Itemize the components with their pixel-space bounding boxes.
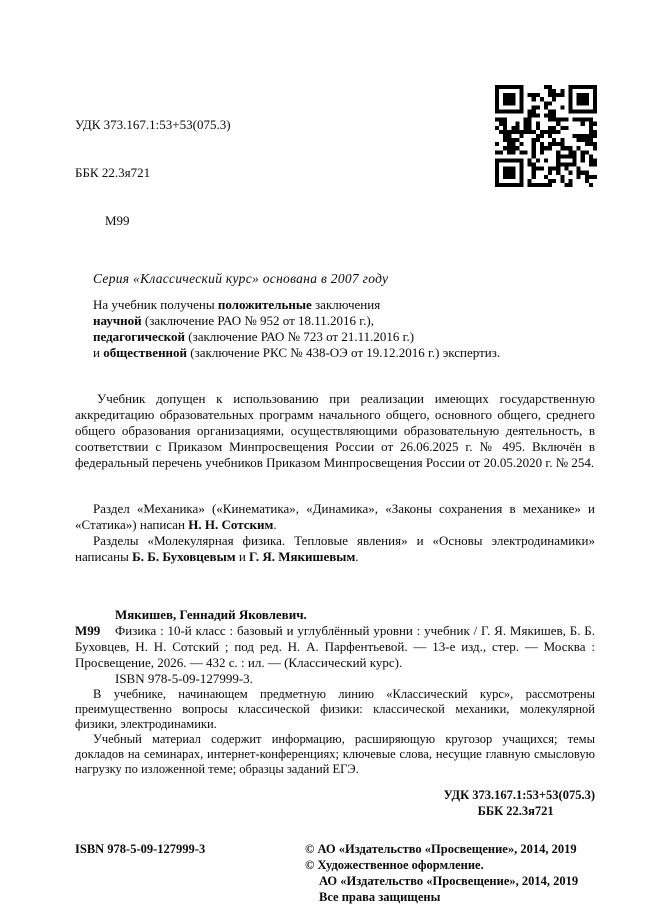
text-fragment: Раздел «Механика» («Кинематика», «Динамика», «Законы сохранения в механике» и «Статика») написан	[75, 501, 595, 532]
bbk-code-bottom: ББК 22.3я721	[477, 804, 554, 818]
text-fragment-bold: общественной	[103, 345, 188, 360]
series-note: Серия «Классический курс» основана в 2007 году	[93, 271, 389, 286]
text-fragment: .	[273, 517, 277, 532]
text-fragment: (заключение РАО № 952 от 18.11.2016 г.),	[141, 313, 374, 328]
bibliographic-codes-bottom	[444, 787, 595, 819]
copyright-line-4: Все права защищены	[319, 890, 441, 904]
authorship-paragraph-1	[75, 501, 595, 533]
footer	[75, 841, 595, 905]
text-fragment: .	[355, 549, 359, 564]
footer-isbn: ISBN 978-5-09-127999-3	[75, 842, 206, 856]
text-fragment-bold: педагогической	[93, 329, 185, 344]
text-fragment-bold: научной	[93, 313, 142, 328]
copyright-line-1: © АО «Издательство «Просвещение», 2014, 2019	[305, 842, 577, 856]
section-authorship	[75, 501, 595, 565]
text-fragment: На учебник получены	[93, 297, 218, 312]
text-fragment-bold: Н. Н. Сотским	[188, 517, 274, 532]
copyright-block	[305, 841, 578, 905]
admission-paragraph: Учебник допущен к использованию при реализации имеющих государственную аккредитацию образовательных программ начального общего, основного общего, среднего общего образования организациями, осуществляющими образовательную деятельность, в соответствии с Приказом Минпросвещения России от 26.06.2025 г. № 495. Включён в федеральный перечень учебников Приказом Минпросвещения России от 20.05.2020 г. № 254.	[75, 391, 595, 470]
udk-code: УДК 373.167.1:53+53(075.3)	[75, 117, 231, 132]
catalog-card	[75, 607, 595, 777]
copyright-line-2: © Художественное оформление.	[305, 858, 484, 872]
catalog-author: Мякишев, Геннадий Яковлевич.	[115, 607, 307, 622]
text-fragment-bold: положительные	[217, 297, 312, 312]
bbk-code: ББК 22.3я721	[75, 165, 151, 180]
catalog-isbn: ISBN 978-5-09-127999-3.	[115, 671, 253, 686]
catalog-description: Физика : 10-й класс : базовый и углублённый уровни : учебник / Г. Я. Мякишев, Б. Б. Буховцев, Н. Н. Сотский ; под ред. Н. А. Парфентьевой. — 13-е изд., стер. — Москва : Просвещение, 2026. — 432 с. : ил. — (Классический курс).	[75, 623, 595, 670]
text-fragment: (заключение РКС № 438-ОЭ от 19.12.2016 г.) экспертиз.	[187, 345, 501, 360]
qr-code	[495, 85, 597, 187]
text-fragment: и	[235, 549, 250, 564]
udk-code-bottom: УДК 373.167.1:53+53(075.3)	[443, 788, 595, 802]
text-fragment: Разделы «Молекулярная физика. Тепловые явления» и «Основы электродинамики» написаны	[75, 533, 595, 564]
text-fragment-bold: Б. Б. Буховцевым	[132, 549, 236, 564]
catalog-author-sign: М99	[75, 623, 101, 638]
text-fragment: и	[93, 345, 104, 360]
annotation-2: Учебный материал содержит информацию, расширяющую кругозор учащихся; темы докладов на семинарах, интернет-конференциях; ключевые слова, несущие главную смысловую нагрузку по изложенной теме; образцы заданий ЕГЭ.	[75, 732, 595, 776]
approvals-note	[75, 297, 595, 361]
text-fragment-bold: Г. Я. Мякишевым	[249, 549, 356, 564]
text-fragment: (заключение РАО № 723 от 21.11.2016 г.)	[184, 329, 415, 344]
text-fragment: заключения	[311, 297, 381, 312]
copyright-line-3: АО «Издательство «Просвещение», 2014, 2019	[319, 874, 579, 888]
author-sign-code: М99	[105, 213, 130, 228]
authorship-paragraph-2	[75, 533, 595, 565]
qr-code-graphic	[495, 85, 597, 187]
annotation-1: В учебнике, начинающем предметную линию «Классический курс», рассмотрены преимущественно вопросы классической физики: классической механики, молекулярной физики, электродинамики.	[75, 687, 595, 731]
